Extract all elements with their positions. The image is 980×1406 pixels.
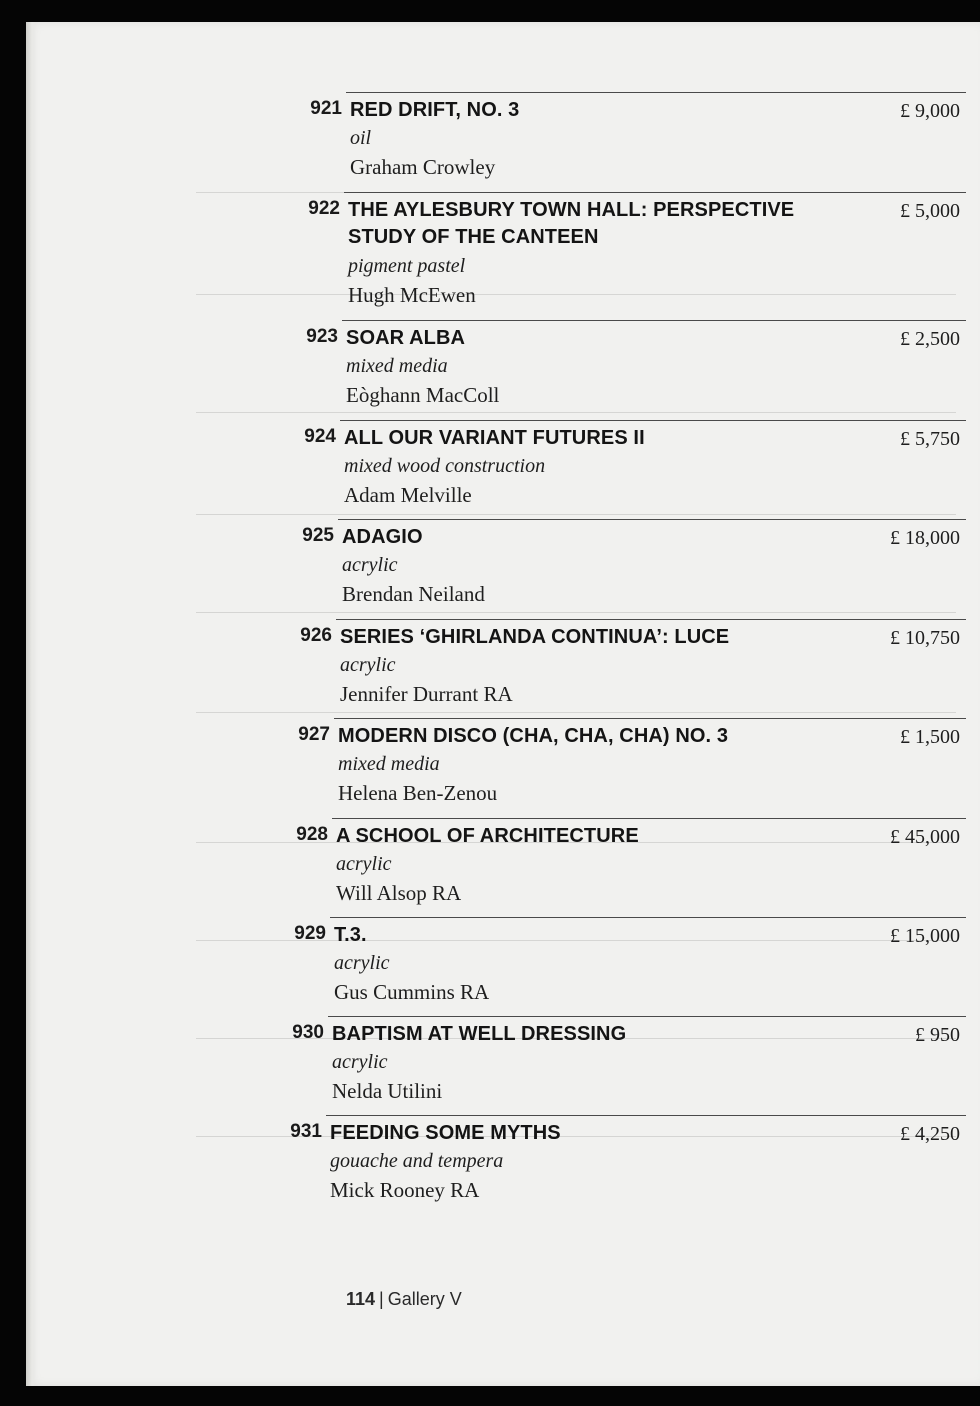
entry-medium: acrylic: [342, 554, 398, 576]
page-number: 114: [346, 1289, 376, 1309]
catalogue-page: [26, 22, 980, 1386]
entry-divider: [336, 619, 966, 620]
entry-artist: Helena Ben-Zenou: [338, 781, 498, 805]
entry-medium: mixed media: [338, 753, 440, 775]
entry-number: 923: [306, 326, 338, 347]
entry-details: [342, 551, 485, 609]
entry-price: £ 4,250: [900, 1123, 960, 1145]
entry-number: 922: [308, 198, 340, 219]
entry-title: BAPTISM AT WELL DRESSING: [332, 1023, 627, 1045]
catalogue-entry: [288, 619, 966, 718]
entry-title: SOAR ALBA: [346, 327, 466, 349]
catalogue-entry: [280, 1016, 966, 1115]
catalogue-entry: [278, 1115, 966, 1214]
entry-price: £ 18,000: [890, 527, 960, 549]
entry-title: SERIES ‘GHIRLANDA CONTINUA’: LUCE: [340, 626, 730, 648]
entry-artist: Graham Crowley: [350, 155, 496, 179]
entry-details: [344, 452, 545, 510]
entry-number: 929: [294, 923, 326, 944]
entry-details: [346, 352, 499, 410]
page-edge-shadow: [26, 22, 36, 1386]
entry-price: £ 9,000: [900, 100, 960, 122]
entry-details: [340, 651, 513, 709]
entry-price: £ 5,000: [900, 200, 960, 222]
catalogue-entry: [282, 917, 966, 1016]
section-name: Gallery V: [387, 1289, 462, 1309]
entry-price: £ 10,750: [890, 627, 960, 649]
entry-details: [338, 750, 497, 808]
entry-details: [350, 124, 495, 182]
entry-divider: [340, 420, 966, 421]
entry-price: £ 5,750: [900, 428, 960, 450]
entry-number: 921: [310, 98, 342, 119]
entry-number: 927: [298, 724, 330, 745]
entry-divider: [330, 917, 966, 918]
entry-price: £ 45,000: [890, 826, 960, 848]
entry-details: [332, 1048, 442, 1106]
entry-artist: Jennifer Durrant RA: [340, 682, 513, 706]
entry-artist: Adam Melville: [344, 483, 472, 507]
entry-artist: Eòghann MacColl: [346, 383, 500, 407]
entry-divider: [342, 320, 966, 321]
entry-divider: [344, 192, 966, 193]
footer-separator: |: [379, 1289, 384, 1309]
entry-number: 928: [296, 824, 328, 845]
entry-number: 931: [290, 1121, 322, 1142]
entry-number: 924: [304, 426, 336, 447]
entry-title: ADAGIO: [342, 526, 423, 548]
entry-details: [348, 252, 476, 310]
entry-artist: Will Alsop RA: [336, 881, 462, 905]
entry-medium: gouache and tempera: [330, 1150, 504, 1172]
entry-details: [330, 1147, 503, 1205]
catalogue-entry: [290, 519, 966, 618]
catalogue-entry: [284, 818, 966, 917]
entry-artist: Nelda Utilini: [332, 1079, 443, 1103]
entry-title: T.3.: [334, 924, 367, 946]
entry-details: [336, 850, 461, 908]
entry-medium: pigment pastel: [348, 255, 466, 277]
entry-artist: Hugh McEwen: [348, 283, 476, 307]
catalogue-entry: [292, 420, 966, 519]
entry-medium: acrylic: [336, 853, 392, 875]
entry-medium: oil: [350, 127, 372, 149]
entry-number: 925: [302, 525, 334, 546]
entry-price: £ 950: [915, 1024, 960, 1046]
entry-medium: acrylic: [332, 1051, 388, 1073]
entry-number: 930: [292, 1022, 324, 1043]
entry-divider: [346, 92, 966, 93]
entry-divider: [334, 718, 966, 719]
entry-divider: [326, 1115, 966, 1116]
entry-medium: acrylic: [334, 952, 390, 974]
entry-price: £ 1,500: [900, 726, 960, 748]
entry-title: MODERN DISCO (CHA, CHA, CHA) NO. 3: [338, 725, 729, 747]
entry-medium: acrylic: [340, 654, 396, 676]
catalogue-entry: [286, 718, 966, 817]
entry-divider: [332, 818, 966, 819]
entry-details: [334, 949, 489, 1007]
entry-title: FEEDING SOME MYTHS: [330, 1122, 561, 1144]
entry-medium: mixed media: [346, 355, 448, 377]
entry-title: THE AYLESBURY TOWN HALL: PERSPECTIVE STUDY OF THE CANTEEN: [348, 199, 795, 248]
entry-artist: Gus Cummins RA: [334, 980, 490, 1004]
catalogue-entry: [298, 92, 966, 191]
entry-divider: [328, 1016, 966, 1017]
page-footer: [346, 1289, 462, 1310]
catalogue-entry: [296, 192, 966, 320]
catalogue-entry: [294, 320, 966, 419]
entry-title: RED DRIFT, NO. 3: [350, 99, 520, 121]
entry-title: ALL OUR VARIANT FUTURES II: [344, 427, 645, 449]
entry-artist: Mick Rooney RA: [330, 1178, 480, 1202]
entry-number: 926: [300, 625, 332, 646]
entry-title: A SCHOOL OF ARCHITECTURE: [336, 825, 639, 847]
entry-price: £ 15,000: [890, 925, 960, 947]
entry-artist: Brendan Neiland: [342, 582, 485, 606]
entry-medium: mixed wood construction: [344, 455, 546, 477]
entry-divider: [338, 519, 966, 520]
entry-price: £ 2,500: [900, 328, 960, 350]
